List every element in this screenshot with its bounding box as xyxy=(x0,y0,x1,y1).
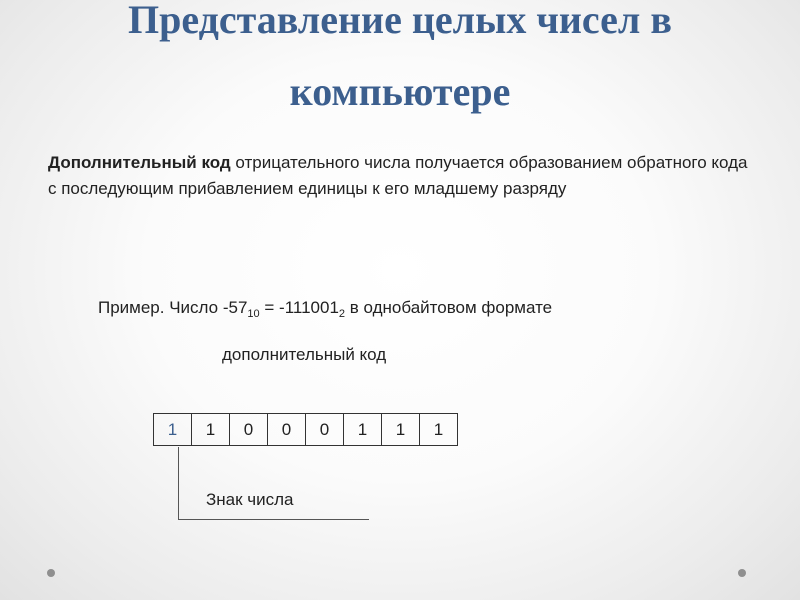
slide-title-line-2: компьютере xyxy=(289,69,511,114)
bit-cell: 1 xyxy=(420,414,458,446)
bit-cell: 0 xyxy=(268,414,306,446)
bit-cell: 1 xyxy=(344,414,382,446)
code-caption: дополнительный код xyxy=(222,345,387,364)
bit-cell: 0 xyxy=(230,414,268,446)
example-base-2: 2 xyxy=(338,308,346,320)
slide-title-line-1: Представление целых чисел в xyxy=(128,0,672,42)
bit-cell: 0 xyxy=(306,414,344,446)
bit-cell: 1 xyxy=(382,414,420,446)
bit-row xyxy=(154,414,458,446)
bit-cell: 1 xyxy=(192,414,230,446)
slide-dot-decoration-left xyxy=(47,569,55,577)
bit-table xyxy=(153,413,458,446)
example-suffix: в однобайтовом формате xyxy=(345,298,553,317)
example-middle: = -111001 xyxy=(259,298,339,317)
definition-text: отрицательного числа получается образованием обратного кода с последующим прибавлением единицы к его младшему разряду xyxy=(48,153,748,198)
sign-label: Знак числа xyxy=(206,490,294,509)
definition-term: Дополнительный код xyxy=(48,153,231,172)
example-base-10: 10 xyxy=(247,308,260,320)
slide-title xyxy=(0,0,800,128)
definition-paragraph xyxy=(48,150,748,202)
slide-dot-decoration-right xyxy=(738,569,746,577)
example-line xyxy=(98,296,552,320)
bit-cell-sign: 1 xyxy=(154,414,192,446)
example-prefix: Пример. Число -57 xyxy=(98,298,248,317)
